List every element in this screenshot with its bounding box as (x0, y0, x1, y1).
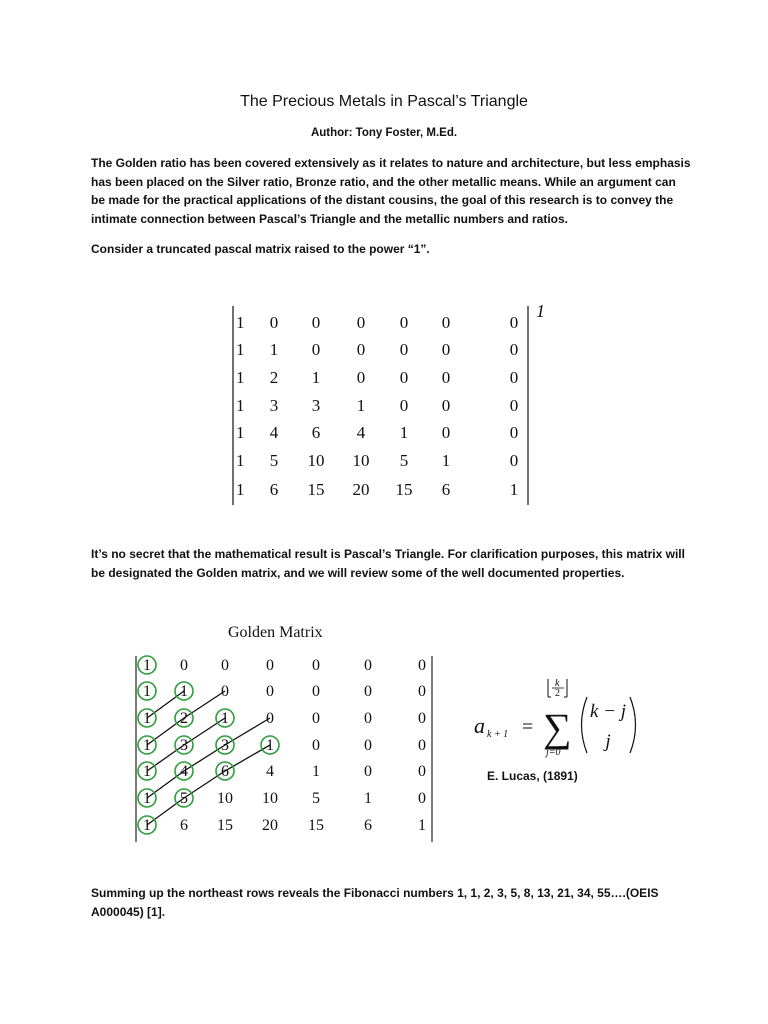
matrix-cell: 0 (356, 368, 366, 387)
binom-top: k − j (589, 701, 627, 722)
intro-paragraph: The Golden ratio has been covered extensively as it relates to nature and architecture, but less emphasis has been placed on the Silver ratio, Bronze ratio, and the other metallic means. While an argument can be made for the practical applications of the distant cousins, the goal of this research is to convey the intimate connection between Pascal’s Triangle and the metallic numbers and ratios. (91, 156, 691, 226)
matrix-cell: 1 (311, 368, 321, 387)
golden-cell: 4 (180, 763, 188, 780)
golden-cell: 1 (180, 683, 188, 700)
author-line: Author: Tony Foster, M.Ed. (310, 127, 458, 139)
matrix-cell: 0 (509, 313, 519, 332)
matrix-cell: 0 (356, 313, 366, 332)
matrix-cell: 0 (399, 340, 409, 359)
matrix-cell: 1 (236, 423, 245, 442)
binom-left-paren (582, 697, 588, 753)
matrix-cell: 0 (441, 313, 451, 332)
matrix-cell: 3 (269, 396, 279, 415)
golden-cell: 1 (221, 710, 229, 727)
matrix-cell: 1 (399, 423, 409, 442)
matrix-cell: 20 (352, 480, 370, 499)
golden-cell: 0 (312, 737, 320, 754)
matrix-cell: 6 (269, 480, 279, 499)
matrix-cell: 1 (441, 451, 451, 470)
matrix-cell: 0 (441, 340, 451, 359)
golden-cell: 1 (266, 737, 274, 754)
golden-cell: 0 (364, 683, 372, 700)
golden-cell: 0 (418, 710, 426, 727)
golden-cell: 1 (312, 763, 320, 780)
matrix-cell: 3 (311, 396, 321, 415)
matrix-cell: 0 (509, 368, 519, 387)
matrix-cell: 0 (399, 396, 409, 415)
golden-cell: 2 (180, 710, 188, 727)
formula-lhs-subscript: k + 1 (487, 729, 509, 740)
matrix-cell: 15 (395, 480, 413, 499)
matrix-cell: 1 (236, 368, 245, 387)
golden-cell: 15 (217, 817, 233, 834)
golden-cell: 15 (308, 817, 324, 834)
golden-cell: 3 (180, 737, 188, 754)
matrix-cell: 15 (307, 480, 325, 499)
golden-matrix (128, 652, 448, 847)
golden-matrix-paragraph: It’s no secret that the mathematical result is Pascal’s Triangle. For clarification purposes, this matrix will be designated the Golden matrix, and we will review some of the well documented properties. (91, 547, 685, 580)
matrix-cell: 4 (269, 423, 279, 442)
matrix-cell: 1 (236, 480, 245, 499)
golden-cell: 0 (364, 710, 372, 727)
golden-cell: 0 (418, 737, 426, 754)
document-title: The Precious Metals in Pascal’s Triangle (240, 93, 528, 110)
binom-bottom: j (605, 731, 611, 752)
golden-cell: 5 (180, 790, 188, 807)
consider-paragraph: Consider a truncated pascal matrix raised to the power “1”. (91, 242, 430, 256)
golden-cell: 1 (364, 790, 372, 807)
sum-lower-limit: j=0 (546, 747, 561, 758)
golden-cell: 0 (221, 683, 229, 700)
matrix-cell: 1 (356, 396, 366, 415)
golden-cell: 10 (262, 790, 278, 807)
matrix-cell: 0 (399, 368, 409, 387)
golden-cell: 0 (364, 763, 372, 780)
golden-cell: 4 (266, 763, 274, 780)
matrix-cell: 0 (441, 396, 451, 415)
golden-cell: 0 (180, 657, 188, 674)
matrix-cell: 0 (509, 340, 519, 359)
matrix-cell: 2 (269, 368, 279, 387)
matrix-cell: 0 (399, 313, 409, 332)
matrix-cell: 0 (311, 313, 321, 332)
matrix-cell: 0 (311, 340, 321, 359)
golden-cell: 1 (418, 817, 426, 834)
golden-cell: 0 (266, 710, 274, 727)
lucas-formula (470, 675, 645, 760)
golden-cell: 0 (418, 790, 426, 807)
pascal-matrix (226, 300, 556, 510)
golden-cell: 1 (143, 763, 151, 780)
matrix-cell: 0 (509, 396, 519, 415)
matrix-cell: 5 (269, 451, 279, 470)
matrix-cell: 1 (236, 396, 245, 415)
matrix-cell: 1 (236, 313, 245, 332)
matrix-cell: 5 (399, 451, 409, 470)
matrix-cell: 0 (441, 423, 451, 442)
matrix-cell: 0 (509, 423, 519, 442)
golden-cell: 0 (364, 657, 372, 674)
golden-cell: 0 (418, 763, 426, 780)
golden-cell: 0 (312, 657, 320, 674)
matrix-cell: 4 (356, 423, 366, 442)
golden-matrix-title: Golden Matrix (228, 624, 323, 641)
matrix-cell: 6 (311, 423, 321, 442)
golden-cell: 0 (312, 710, 320, 727)
sigma-symbol: ∑ (543, 705, 572, 750)
golden-cell: 1 (143, 657, 151, 674)
citation: E. Lucas, (1891) (487, 769, 578, 783)
sum-upper-num: k (555, 678, 560, 689)
golden-cell: 0 (364, 737, 372, 754)
golden-cell: 1 (143, 683, 151, 700)
matrix-cell: 1 (509, 480, 519, 499)
matrix-cell: 10 (352, 451, 370, 470)
matrix-cell: 6 (441, 480, 451, 499)
matrix-cell: 1 (269, 340, 279, 359)
golden-cell: 0 (266, 683, 274, 700)
golden-cell: 0 (266, 657, 274, 674)
golden-cell: 0 (418, 683, 426, 700)
matrix-exponent: 1 (536, 301, 545, 321)
formula-lhs: a (474, 713, 485, 738)
golden-cell: 1 (143, 790, 151, 807)
golden-cell: 0 (418, 657, 426, 674)
golden-cell: 5 (312, 790, 320, 807)
matrix-cell: 0 (269, 313, 279, 332)
sum-upper-den: 2 (555, 688, 560, 699)
golden-cell: 6 (180, 817, 188, 834)
golden-cell: 1 (143, 737, 151, 754)
golden-cell: 0 (221, 657, 229, 674)
matrix-cell: 1 (236, 340, 245, 359)
golden-cell: 1 (143, 817, 151, 834)
fibonacci-paragraph: Summing up the northeast rows reveals the Fibonacci numbers 1, 1, 2, 3, 5, 8, 13, 21, 34, 55….(OEIS A000045) [1]. (91, 886, 659, 919)
matrix-cell: 0 (356, 340, 366, 359)
formula-equals: = (522, 716, 534, 738)
golden-cell: 6 (221, 763, 229, 780)
matrix-cell: 1 (236, 451, 245, 470)
golden-cell: 3 (221, 737, 229, 754)
diagonal-line (147, 691, 184, 718)
golden-cell: 6 (364, 817, 372, 834)
golden-cell: 1 (143, 710, 151, 727)
matrix-cell: 0 (509, 451, 519, 470)
matrix-cell: 0 (441, 368, 451, 387)
matrix-cell: 10 (307, 451, 325, 470)
golden-cell: 10 (217, 790, 233, 807)
golden-cell: 0 (312, 683, 320, 700)
golden-cell: 20 (262, 817, 278, 834)
binom-right-paren (630, 697, 636, 753)
